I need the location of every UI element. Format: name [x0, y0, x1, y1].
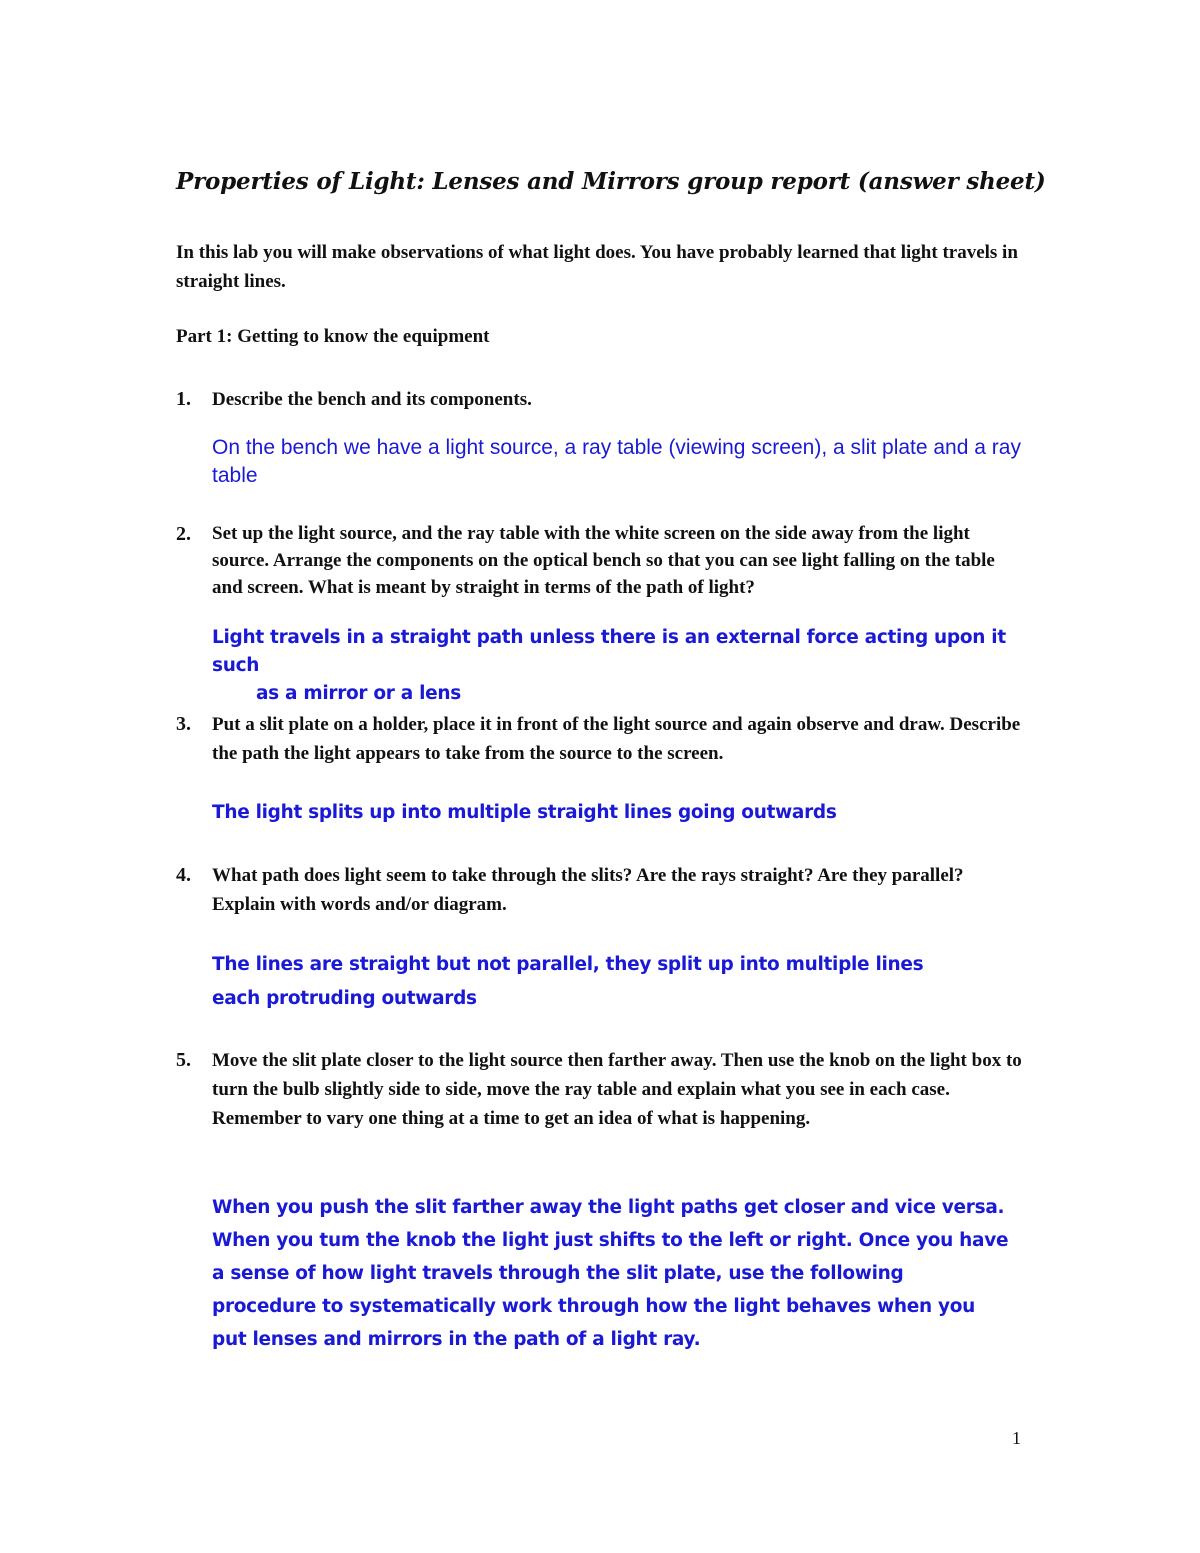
part-1-heading: Part 1: Getting to know the equipment [176, 326, 490, 347]
answer-5: When you push the slit farther away the light paths get closer and vice versa. When you tum the knob the light just shifts to the left or right. Once you have a sense of how light travels through the slit plate, use the following procedure to systematically work through how the light behaves when you put lenses and mirrors in the path of a light ray. [212, 1197, 1009, 1350]
question-text: Describe the bench and its components. [212, 389, 532, 410]
question-number: 3. [176, 713, 191, 735]
question-number: 1. [176, 388, 191, 410]
intro-paragraph: In this lab you will make observations of what light does. You have probably learned that light travels in straight lines. [176, 242, 1018, 292]
document-title: Properties of Light: Lenses and Mirrors group report (answer sheet) [176, 168, 1046, 195]
answer-2-line-1: Light travels in a straight path unless there is an external force acting upon it such [212, 627, 1006, 676]
answer-2-line-2: as a mirror or a lens [256, 683, 461, 704]
answer-3: The light splits up into multiple straight lines going outwards [212, 802, 837, 823]
answer-2 [212, 624, 1032, 708]
question-text: Set up the light source, and the ray table with the white screen on the side away from the light source. Arrange the components on the optical bench so that you can see light falling on the table and screen. What is meant by straight in terms of the path of light? [212, 523, 995, 598]
question-number: 4. [176, 864, 191, 886]
question-text: Put a slit plate on a holder, place it in front of the light source and again observe and draw. Describe the path the light appears to take from the source to the screen. [212, 714, 1021, 764]
question-number: 5. [176, 1049, 191, 1071]
question-text: Move the slit plate closer to the light source then farther away. Then use the knob on the light box to turn the bulb slightly side to side, move the ray table and explain what you see in each case. Remember to vary one thing at a time to get an idea of what is happening. [212, 1050, 1022, 1129]
answer-1: On the bench we have a light source, a ray table (viewing screen), a slit plate and a ray table [212, 436, 1021, 487]
question-number: 2. [176, 523, 191, 545]
page-number: 1 [1012, 1428, 1021, 1448]
answer-4: The lines are straight but not parallel, they split up into multiple lines each protruding outwards [212, 954, 924, 1009]
question-text: What path does light seem to take through the slits? Are the rays straight? Are they parallel? Explain with words and/or diagram. [212, 865, 964, 915]
